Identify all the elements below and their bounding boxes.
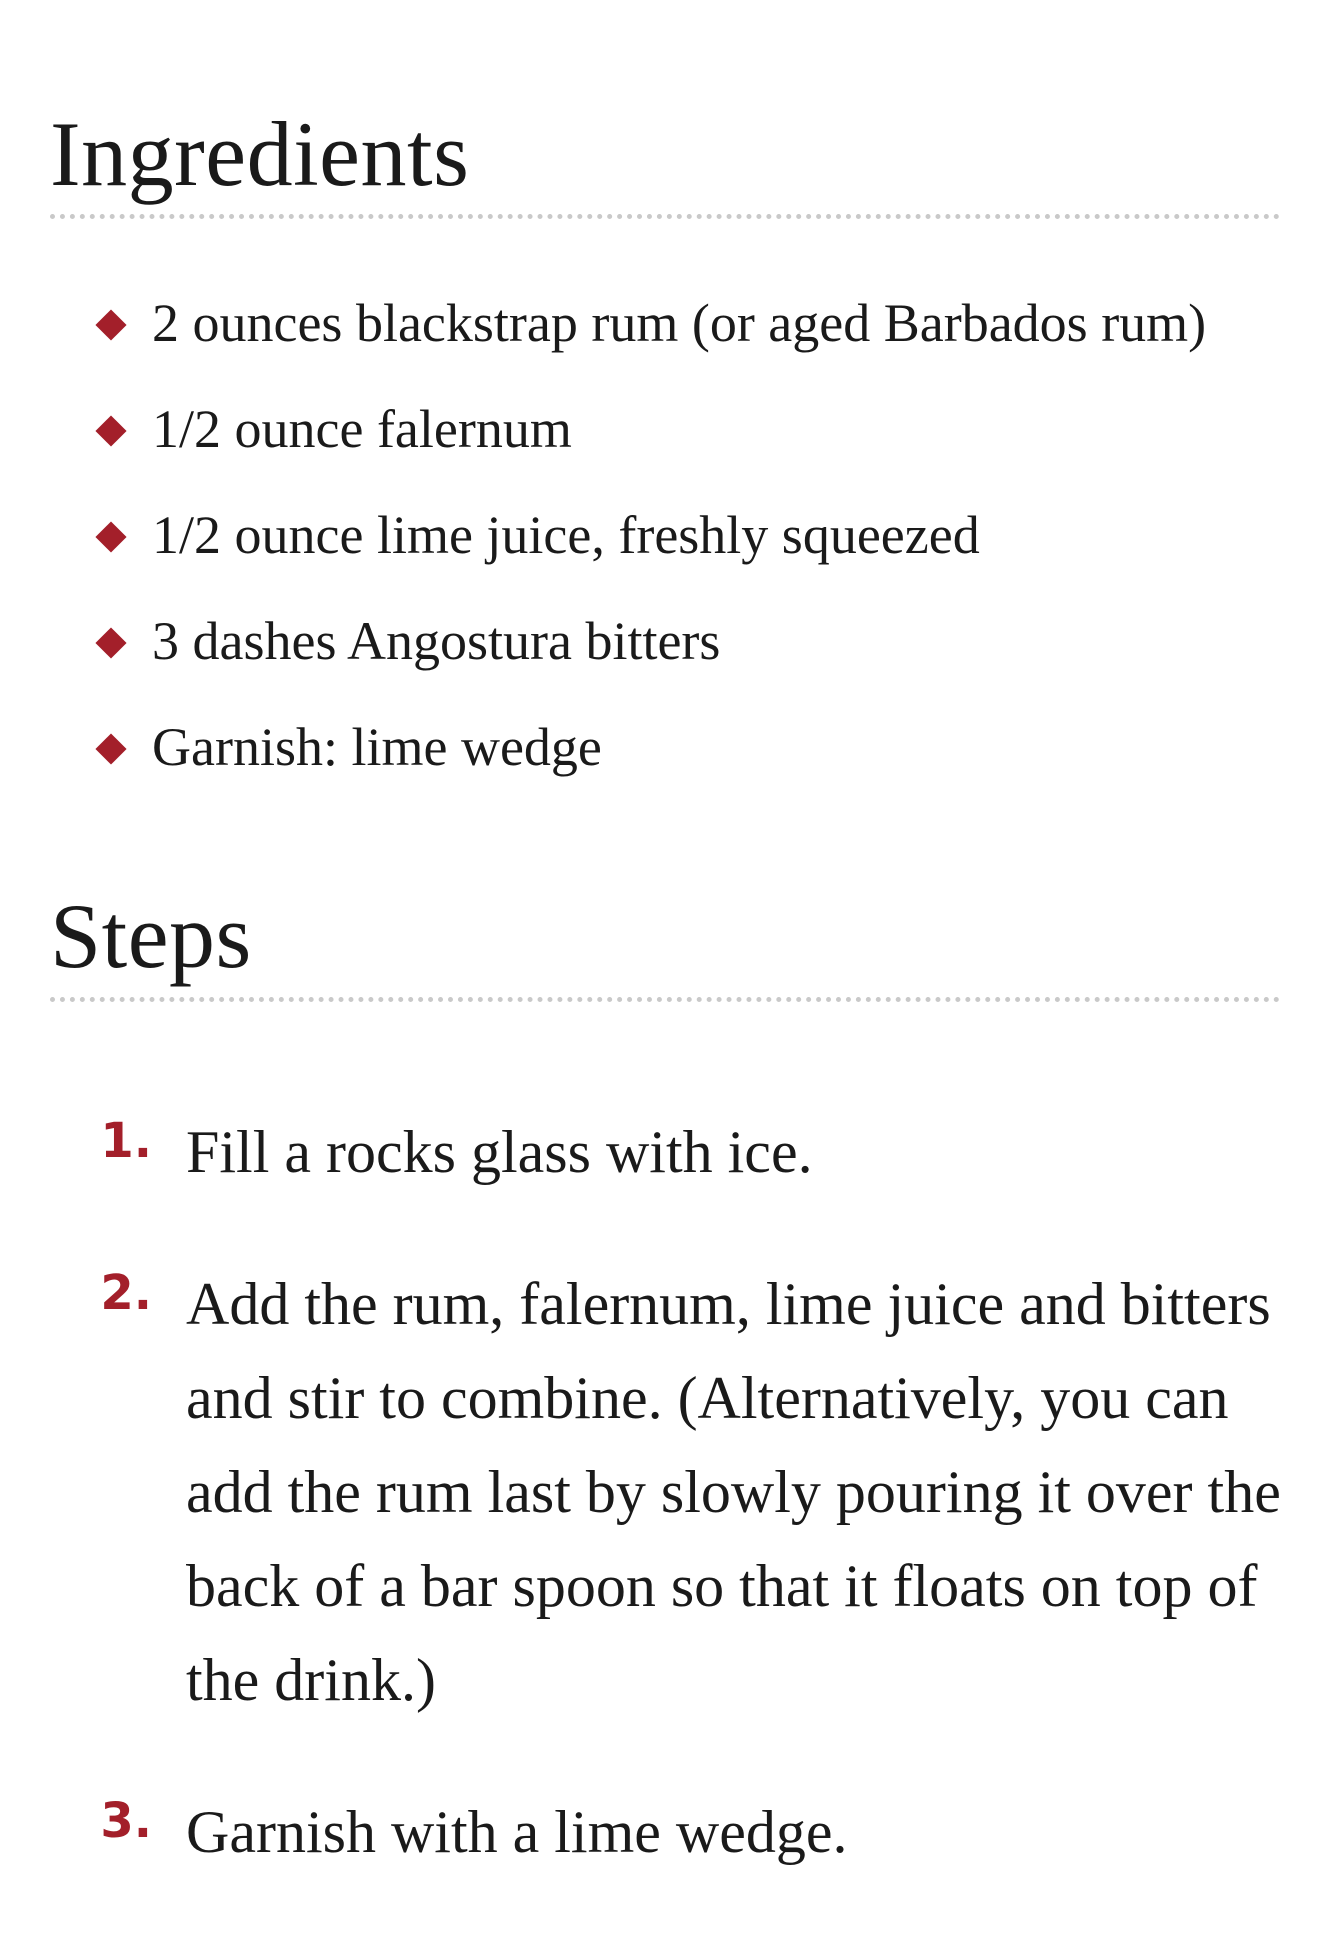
ingredient-text: 2 ounces blackstrap rum (or aged Barbados rum) [152, 293, 1207, 353]
ingredient-text: 1/2 ounce falernum [152, 399, 572, 459]
diamond-bullet-icon [95, 627, 126, 658]
ingredient-item [0, 482, 1334, 588]
diamond-bullet-icon [95, 309, 126, 340]
steps-list [0, 1105, 1334, 1937]
diamond-bullet-icon [95, 733, 126, 764]
diamond-bullet-icon [95, 521, 126, 552]
step-text: Fill a rocks glass with ice. [186, 1119, 813, 1185]
step-number: 3. [100, 1793, 152, 1849]
ingredient-text: 3 dashes Angostura bitters [152, 611, 721, 671]
ingredient-item [0, 694, 1334, 800]
ingredient-text: Garnish: lime wedge [152, 717, 602, 777]
step-text: Garnish with a lime wedge. [186, 1799, 848, 1865]
ingredients-list [0, 270, 1334, 800]
ingredient-item [0, 270, 1334, 376]
ingredient-text: 1/2 ounce lime juice, freshly squeezed [152, 505, 980, 565]
step-number: 1. [100, 1113, 152, 1169]
step-item [0, 1785, 1334, 1879]
step-item [0, 1105, 1334, 1199]
ingredient-item [0, 376, 1334, 482]
ingredient-item [0, 588, 1334, 694]
steps-divider [50, 997, 1280, 1002]
diamond-bullet-icon [95, 415, 126, 446]
step-text: Add the rum, falernum, lime juice and bitters and stir to combine. (Alternatively, you can add the rum last by slowly pouring it over the back of a bar spoon so that it floats on top of the drink.) [186, 1271, 1281, 1713]
steps-heading: Steps [50, 885, 252, 987]
step-number: 2. [100, 1265, 152, 1321]
step-item [0, 1257, 1334, 1727]
ingredients-heading: Ingredients [50, 103, 470, 205]
ingredients-divider [50, 214, 1280, 219]
